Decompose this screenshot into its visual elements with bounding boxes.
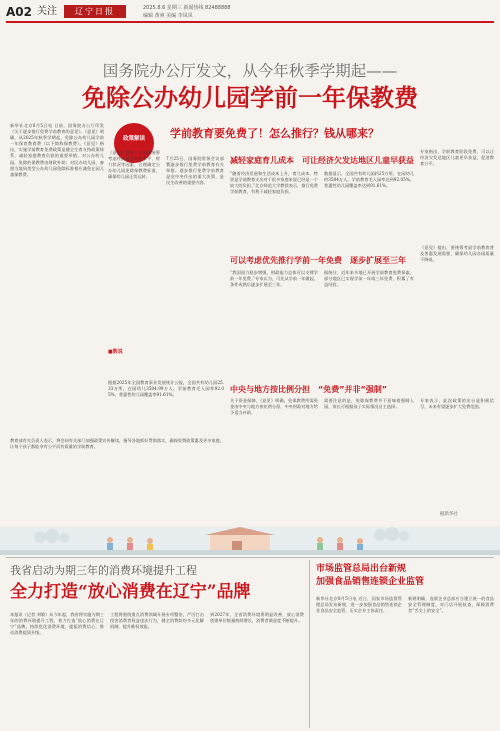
story2-column-2: 工程将围绕重点消费领域开展专项整治，严厉打击侵害消费者权益违法行为，健全消费纠纷多元化解机制，提升维权效能。 [110, 612, 204, 630]
story1-body-l: 专家表示，此次政策的出台是积极信号，未来有望逐步扩大免费范围。 [420, 398, 494, 410]
story1-headline: 免除公办幼儿园学前一年保教费 [82, 83, 418, 112]
policy-badge: 政策解读 [114, 123, 154, 163]
story1-body-f: 专家指出，学前教育阶段免费，可以让经济欠发达地区儿童更早获益，促进教育公平。 [420, 149, 494, 167]
story3-subheadline: 加强食品销售连锁企业监管 [316, 577, 425, 587]
story3-column-1: 新华社北京8月5日电 近日，国家市场监督管理总局发布新规，进一步加强食品销售连锁企业食品安全监管，压实企业主体责任。 [316, 596, 402, 614]
subheading-funding: 中央与地方按比例分担 “免费”并非“强制” [230, 385, 388, 394]
story1-body-j: 关于资金保障，《意见》明确，免保教费所需资金由中央与地方按比例分担，中央财政对地方给予适当补助。 [230, 398, 318, 416]
header-rule [6, 21, 494, 23]
story1-body-k: 需要注意的是，免除保教费并不意味着强制入园，家长可根据孩子实际情况自主选择。 [324, 398, 414, 410]
story3-headline: 市场监管总局出台新规 [316, 564, 407, 574]
story1-body-h: 据统计，近年来多地已开展学前教育免费探索，部分地区已实现学前一年或三年免费，积累了有益经验。 [324, 270, 414, 288]
story1-kicker: 国务院办公厅发文，从今年秋季学期起—— [102, 62, 398, 80]
story1-body-c: 7月25日，国务院常务会议部署逐步推行免费学前教育有关举措。逐步推行免费学前教育是党中央作出的重大决策，是民生改善的重要内容。 [166, 156, 224, 186]
story1-body-g: “我国国力稳步增强，财政能力总体可以支撑学前一年免费。”专家认为，可先从学前一年做起，条件成熟后逐步扩展至三年。 [230, 270, 318, 288]
page-number: A02 [6, 5, 32, 19]
story2-column-3: 到2027年，全省消费环境将明显改善，放心消费创建单位数量持续增长，消费者满意度不断提升。 [210, 612, 304, 624]
story1-byline: 据新华社 [440, 512, 458, 517]
story2-column-1: 本报讯（记者 刘敏）从今年起，我省将实施为期三年的消费环境提升工程，着力打造“放心消费在辽宁”品牌，持续优化消费环境，提振消费信心，推动消费提质升级。 [10, 612, 104, 636]
story1-body-e: 数据显示，全国共有幼儿园约25万所，在园幼儿约3584万人。学前教育毛入园率达到92.05%。普惠性幼儿园覆盖率达到91.61%。 [324, 171, 414, 189]
section-divider [6, 557, 494, 558]
children-illustration [0, 527, 500, 555]
story1-body-i: 《意见》提出，要统筹考虑学前教育普及普惠发展需要，确保幼儿园办园质量不降低。 [420, 245, 494, 263]
subheading-rollout: 可以考虑优先推行学前一年免费 逐步扩展至三年 [230, 256, 406, 265]
data-label: ■数说 [108, 349, 123, 355]
story2-headline: 全力打造“放心消费在辽宁”品牌 [10, 582, 251, 602]
subheading-cost: 减轻家庭育儿成本 可让经济欠发达地区儿童早获益 [230, 156, 414, 165]
issue-date: 2025.8.6 星期三 新闻热线 82488888 [143, 5, 231, 11]
story1-question-heading: 学前教育要免费了！怎么推行？钱从哪来？ [170, 127, 379, 140]
editor-credits: 编辑 黄爽 美编 李凤凤 [143, 13, 193, 19]
data-box: 根据2025年全国教育事业发展统计公报，全国共有幼儿园25.33万所，在园幼儿3584.99万人，学前教育毛入园率92.05%，普惠性幼儿园覆盖率91.61%。 [108, 380, 224, 398]
story2-kicker: 我省启动为期三年的消费环境提升工程 [10, 564, 197, 577]
section-name: 关注 [37, 6, 57, 17]
story1-body-d: “随着经济发展和生活成本上升，育儿成本、特别是学前教育支出对于很多家庭来说已经是一个较大的负担。”北京师范大学教授表示，推行免费学前教育，有利于减轻家庭负担。 [230, 171, 318, 195]
masthead-logo: 辽宁日报 [64, 5, 126, 18]
story3-column-2: 新规明确，连锁企业总部应当建立统一的食品安全管理制度，对门店开展检查，保障消费者“舌尖上的安全”。 [408, 596, 494, 614]
story1-body-m: 教育部有关负责人表示，将会同有关部门加强政策宣传解读，指导各地抓好贯彻落实，确保免费政策惠及更多家庭，让每个孩子都能享有公平而有质量的学前教育。 [10, 438, 224, 450]
story1-body-a: 新华社北京8月5日电 日前，国务院办公厅印发《关于逐步推行免费学前教育的意见》。《意见》明确，从2025年秋季学期起，免除公办幼儿园学前一年保育教育费（以下简称保教费）。《意见》指出，实施学前教育免费政策是健全生育支持政策体系、减轻家庭教育负担的重要举措。对公办幼儿园，免除的保教费由财政补助；对民办幼儿园，参照当地同类型公办幼儿园免除标准相应减免在园儿童保教费。 [10, 123, 104, 177]
column-divider [309, 560, 310, 728]
story1-body-b: 《意见》要求，各地要统筹考虑经济社会发展水平、财力状况等因素，合理确定公办幼儿园免除保教费标准，确保幼儿园正常运转。 [108, 150, 160, 180]
